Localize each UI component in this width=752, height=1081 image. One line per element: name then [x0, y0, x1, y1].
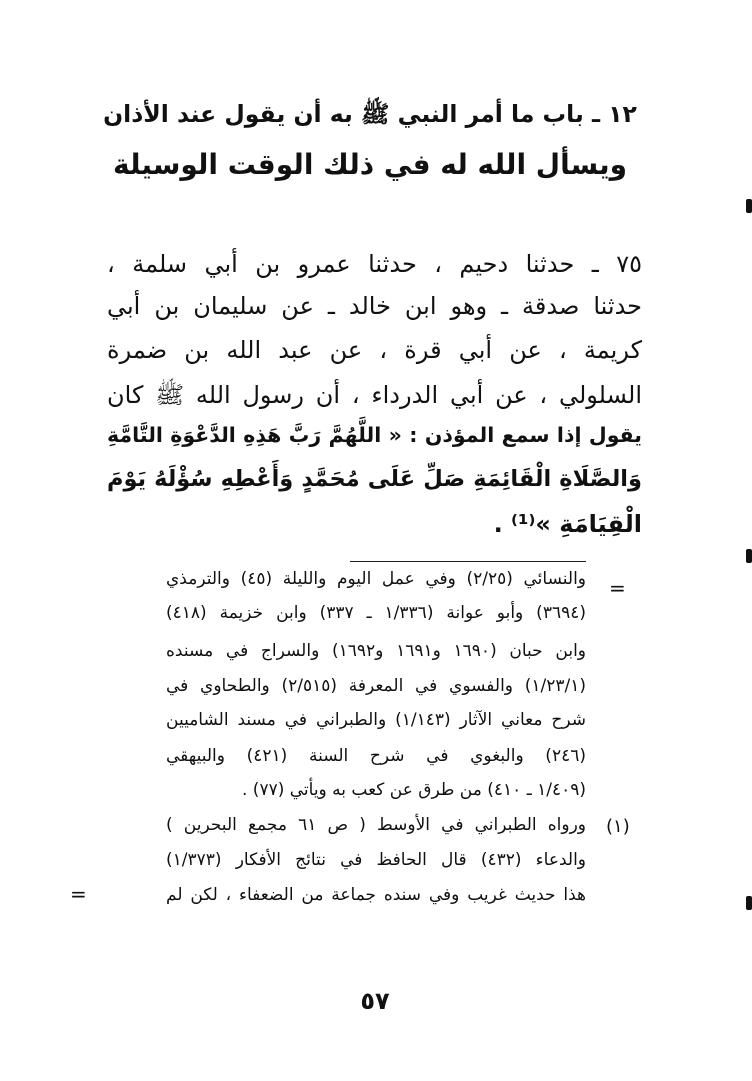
footnote-line: وابن حبان (١٦٩٠ و١٦٩١ و١٦٩٢) والسراج في مسنده	[166, 641, 586, 661]
footnote-line: (٣٦٩٤) وأبو عوانة (١/٣٣٦ ـ ٣٣٧) وابن خزيمة (٤١٨)	[166, 603, 586, 623]
footnote-line: (٢٤٦) والبغوي في شرح السنة (٤٢١) والبيهقي	[166, 746, 586, 766]
hadith-line: كريمة ، عن أبي قرة ، عن عبد الله بن ضمرة	[107, 336, 642, 364]
hadith-line: حدثنا صدقة ـ وهو ابن خالد ـ عن سليمان بن أبي	[107, 292, 642, 320]
footnote-number: (١)	[606, 816, 630, 837]
hadith-supplication-line: الْقِيَامَةِ »⁽¹⁾ .	[493, 510, 642, 538]
hadith-supplication-line: وَالصَّلَاةِ الْقَائِمَةِ صَلِّ عَلَى مُحَمَّدٍ وَأَعْطِهِ سُؤْلَهُ يَوْمَ	[107, 466, 642, 492]
footnote-line: هذا حديث غريب وفي سنده جماعة من الضعفاء ، لكن لم	[166, 885, 586, 905]
hadith-line: السلولي ، عن أبي الدرداء ، أن رسول الله ﷺ كان	[107, 381, 642, 409]
trailing-continuation-marker: =	[70, 882, 87, 906]
chapter-heading-line-1: ١٢ ـ باب ما أمر النبي ﷺ به أن يقول عند الأذان	[103, 100, 637, 128]
page-edge-mark	[746, 896, 752, 910]
page-edge-mark	[746, 199, 752, 213]
chapter-heading-line-2: ويسأل الله له في ذلك الوقت الوسيلة	[112, 148, 628, 181]
continuation-marker: =	[609, 576, 626, 600]
footnote-line: (١/٢٣/١) والفسوي في المعرفة (٢/٥١٥) والطحاوي في	[166, 676, 586, 696]
footnote-line: ورواه الطبراني في الأوسط ( ص ٦١ مجمع البحرين )	[166, 815, 587, 835]
footnote-line: (١/٤٠٩ ـ ٤١٠) من طرق عن كعب به ويأتي (٧٧) .	[241, 780, 586, 800]
footnote-line: والدعاء (٤٣٢) قال الحافظ في نتائج الأفكار (١/٣٧٣)	[166, 850, 587, 870]
footnote-line: والنسائي (٢/٢٥) وفي عمل اليوم والليلة (٤٥) والترمذي	[166, 569, 587, 589]
hadith-line: ٧٥ ـ حدثنا دحيم ، حدثنا عمرو بن أبي سلمة ،	[107, 250, 642, 278]
page-number: ٥٧	[360, 987, 390, 1015]
footnote-line: شرح معاني الآثار (١/١٤٣) والطبراني في مسند الشاميين	[166, 710, 586, 730]
footnote-divider	[350, 561, 586, 562]
page-edge-mark	[746, 549, 752, 563]
hadith-supplication-line: يقول إذا سمع المؤذن : « اللَّهُمَّ رَبَّ هَذِهِ الدَّعْوَةِ التَّامَّةِ	[107, 423, 642, 447]
